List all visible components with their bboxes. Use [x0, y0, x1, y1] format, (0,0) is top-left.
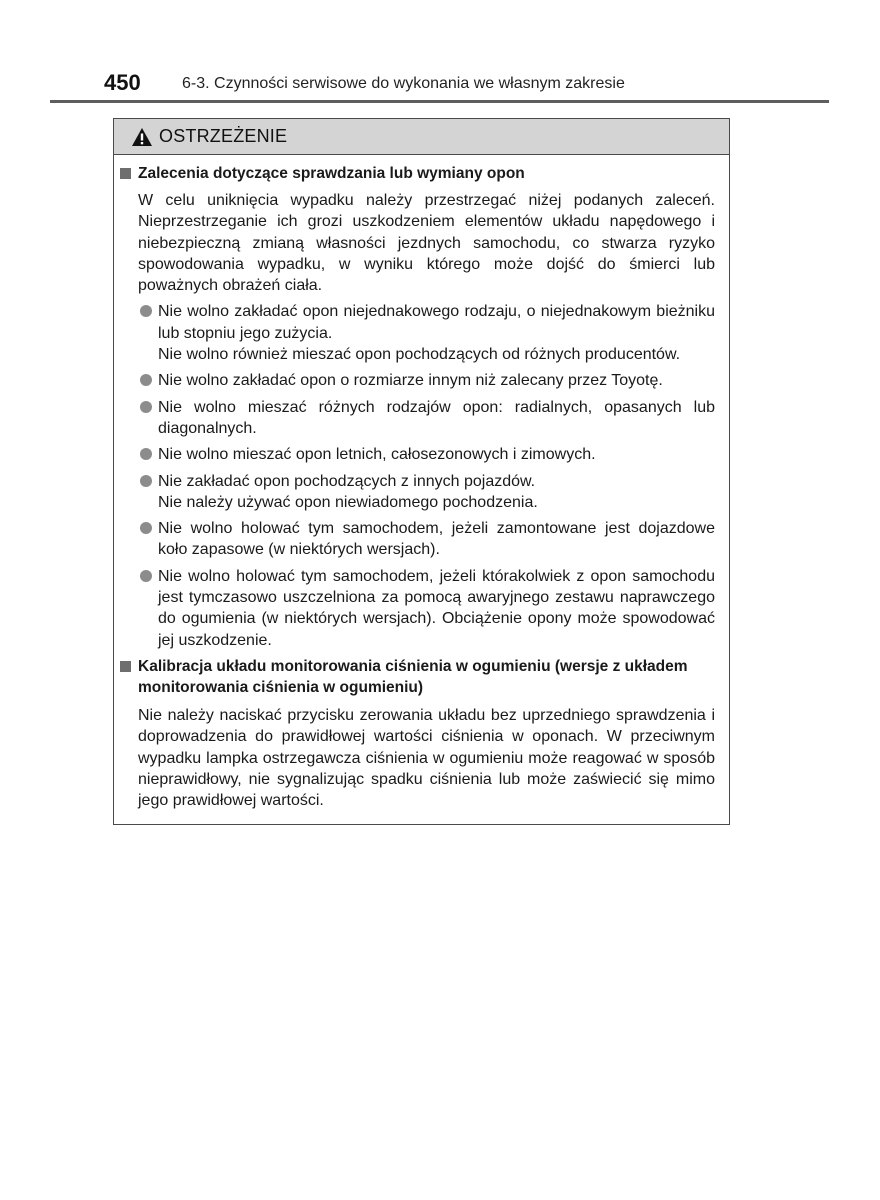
tpms-calibration-section	[120, 656, 715, 811]
bullet-line: Nie zakładać opon pochodzących z innych pojazdów.	[158, 472, 536, 490]
section-title: 6-3. Czynności serwisowe do wykonania we własnym zakresie	[182, 75, 625, 92]
section-heading	[120, 163, 715, 184]
bullet-text	[158, 301, 715, 365]
section-paragraph: Nie należy naciskać przycisku zerowania układu bez uprzedniego sprawdzenia i doprowadzenia do prawidłowej wartości ciśnienia w oponach. W przeciwnym wypadku lampka ostrzegawcza ciśnienia w ogumieniu może reagować w sposób nieprawidłowy, nie sygnalizując spadku ciśnienia lub może zaświecić się mimo jego prawidłowej wartości.	[138, 706, 715, 810]
warning-title: OSTRZEŻENIE	[159, 126, 288, 146]
bullet-line: Nie wolno również mieszać opon pochodzących od różnych producentów.	[158, 346, 681, 364]
section-heading-text: Zalecenia dotyczące sprawdzania lub wymiany opon	[138, 165, 525, 182]
bullet-line: Nie wolno zakładać opon niejednakowego rodzaju, o niejednakowym bieżniku lub stopniu jego zużycia.	[158, 303, 715, 342]
bullet-dot-icon	[140, 374, 152, 386]
bullet-line: Nie wolno mieszać różnych rodzajów opon: radialnych, opasanych lub diagonalnych.	[158, 398, 715, 437]
bullet-item	[138, 301, 715, 365]
header-divider	[50, 100, 829, 103]
bullet-line: Nie wolno zakładać opon o rozmiarze innym niż zalecany przez Toyotę.	[158, 372, 663, 390]
bullet-dot-icon	[140, 305, 152, 317]
section-heading-text: Kalibracja układu monitorowania ciśnienia w ogumieniu (wersje z układem monitorowania ciśnienia w ogumieniu)	[138, 657, 688, 696]
bullet-item	[138, 444, 715, 465]
section-paragraph: W celu uniknięcia wypadku należy przestrzegać niżej podanych zaleceń. Nieprzestrzeganie ich grozi uszkodzeniem elementów układu napędowego i niebezpieczną zmianą własności jezdnych samochodu, co stwarza ryzyko spowodowania wypadku, w wyniku którego może dojść do śmierci lub poważnych obrażeń ciała.	[138, 192, 715, 295]
bullet-text	[158, 471, 715, 514]
warning-header	[114, 119, 729, 155]
bullet-dot-icon	[140, 570, 152, 582]
bullet-text	[158, 566, 715, 651]
section-heading	[120, 656, 715, 698]
bullet-line: Nie wolno holować tym samochodem, jeżeli którakolwiek z opon samochodu jest tymczasowo uszczelniona za pomocą awaryjnego zestawu naprawczego do ogumienia (w niektórych wersjach). Obciążenie opony może spowodować jej uszkodzenie.	[158, 567, 715, 649]
bullet-text	[158, 444, 715, 465]
page-number: 450	[104, 70, 141, 95]
bullet-text	[158, 397, 715, 440]
bullet-item	[138, 370, 715, 391]
bullet-text	[158, 370, 715, 391]
warning-box	[113, 118, 730, 825]
bullet-dot-icon	[140, 475, 152, 487]
bullet-list	[138, 301, 715, 650]
square-marker-icon	[120, 168, 131, 179]
bullet-item	[138, 518, 715, 561]
bullet-item	[138, 471, 715, 514]
bullet-item	[138, 397, 715, 440]
page-header	[0, 0, 880, 110]
bullet-item	[138, 566, 715, 651]
warning-triangle-icon	[131, 127, 153, 147]
tire-check-section	[120, 163, 715, 651]
bullet-dot-icon	[140, 401, 152, 413]
bullet-text	[158, 518, 715, 561]
square-marker-icon	[120, 661, 131, 672]
bullet-line: Nie wolno mieszać opon letnich, całosezonowych i zimowych.	[158, 446, 596, 464]
bullet-line: Nie należy używać opon niewiadomego pochodzenia.	[158, 493, 538, 511]
bullet-dot-icon	[140, 448, 152, 460]
bullet-line: Nie wolno holować tym samochodem, jeżeli zamontowane jest dojazdowe koło zapasowe (w niektórych wersjach).	[158, 520, 715, 559]
warning-body	[114, 155, 729, 811]
bullet-dot-icon	[140, 522, 152, 534]
